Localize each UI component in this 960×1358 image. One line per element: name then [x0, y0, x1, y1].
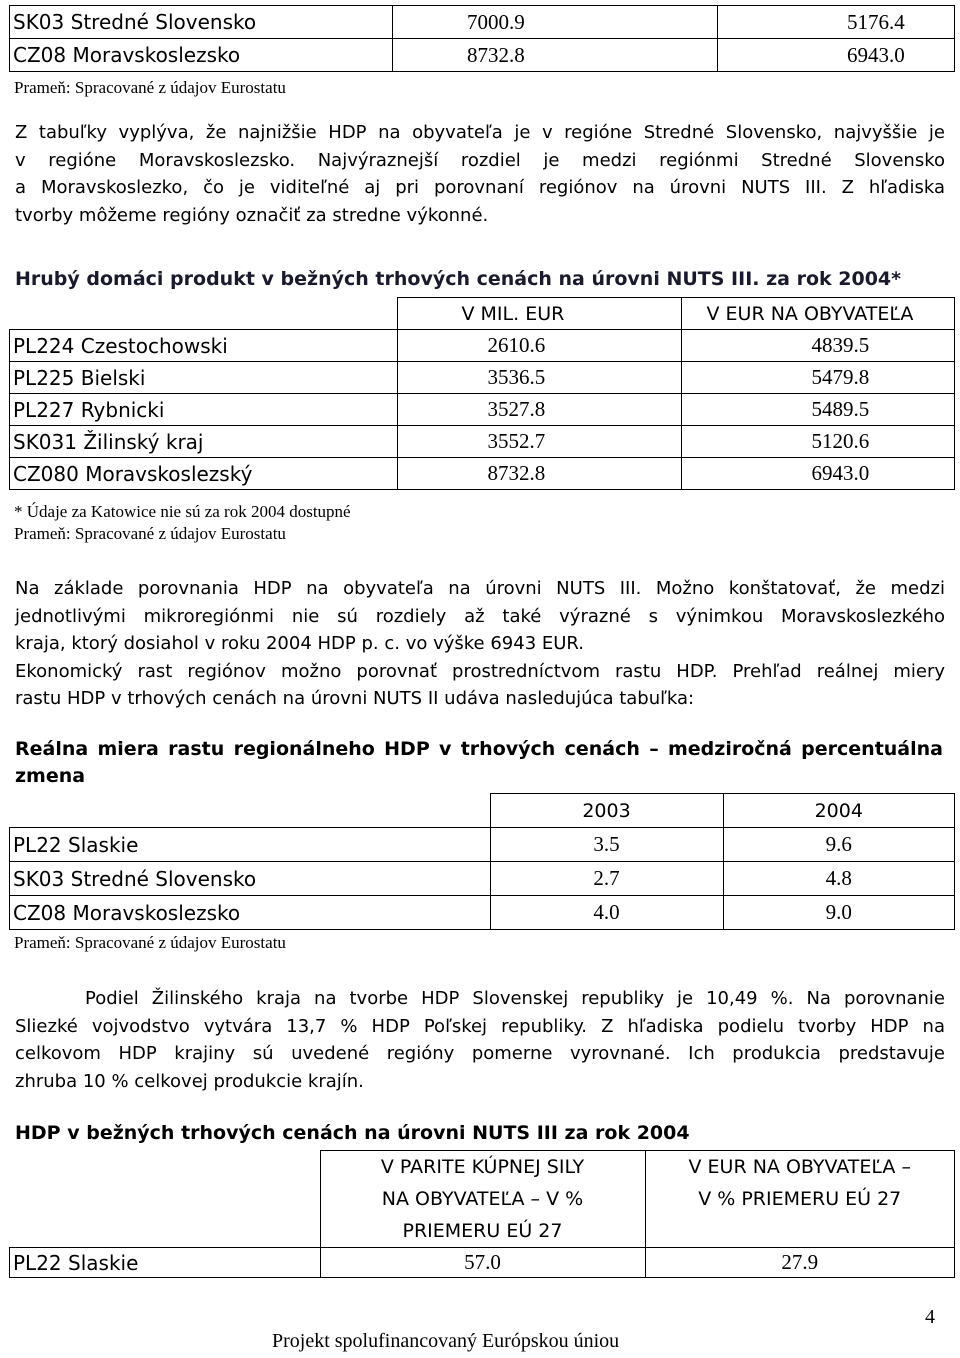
- text-line: Na základe porovnania HDP na obyvateľa na úrovni NUTS III. Možno konštatovať, že medzi: [15, 578, 945, 599]
- col-header-line: V EUR NA OBYVATEĽA –: [688, 1156, 911, 1178]
- col-header-line: V PARITE KÚPNEJ SILY: [380, 1156, 585, 1178]
- row-value: 6943.0: [681, 458, 955, 490]
- row-value: 3536.5: [397, 362, 681, 394]
- text-line: jednotlivými mikroregiónmi nie sú rozdiely až také výrazné s výnimkou Moravskoslezkého: [15, 605, 945, 627]
- gdp-nuts3-table: [9, 297, 955, 490]
- text-line: kraja, ktorý dosiahol v roku 2004 HDP p. c. vo výške 6943 EUR.: [15, 633, 585, 654]
- row-value: 5489.5: [681, 394, 955, 426]
- table-header-row: [10, 298, 955, 330]
- row-label: CZ080 Moravskoslezský: [10, 458, 398, 490]
- text-line: Sliezké vojvodstvo vytvára 13,7 % HDP Poľskej republiky. Z hľadiska podielu tvorby HDP na: [15, 1015, 945, 1037]
- row-value: 3527.8: [397, 394, 681, 426]
- text-line: tvorby môžeme regióny označiť za stredne výkonné.: [15, 204, 489, 226]
- table-row: [10, 330, 955, 362]
- page-number: 4: [925, 1306, 935, 1328]
- row-value: 4839.5: [681, 330, 955, 362]
- row-value: 2.7: [490, 862, 723, 896]
- empty-cell: [10, 1151, 321, 1248]
- row-label: SK03 Stredné Slovensko: [10, 6, 393, 39]
- source-note: Prameň: Spracované z údajov Eurostatu: [14, 78, 286, 97]
- col-header: V EUR NA OBYVATEĽA: [681, 298, 955, 330]
- table-row: [10, 39, 955, 72]
- row-label: PL227 Rybnicki: [10, 394, 398, 426]
- col-header-line: V % PRIEMERU EÚ 27: [698, 1188, 902, 1210]
- row-label: CZ08 Moravskoslezsko: [10, 896, 491, 930]
- footer-text: Projekt spolufinancovaný Európskou úniou: [272, 1330, 620, 1352]
- text-line: rastu HDP v trhových cenách na úrovni NUTS II udáva nasledujúca tabuľka:: [15, 688, 695, 709]
- row-label: CZ08 Moravskoslezsko: [10, 39, 393, 72]
- top-table: [9, 5, 955, 72]
- table-title: Hrubý domáci produkt v bežných trhových cenách na úrovni NUTS III. za rok 2004*: [15, 268, 902, 290]
- table-row: [10, 862, 955, 896]
- paragraph-2: [15, 575, 945, 713]
- row-value: 3552.7: [397, 426, 681, 458]
- row-value: 2610.6: [397, 330, 681, 362]
- row-value: 3.5: [490, 828, 723, 862]
- table-title-cont: zmena: [15, 765, 86, 787]
- text-line: Ekonomický rast regiónov možno porovnať prostredníctvom rastu HDP. Prehľad reálnej miery: [15, 660, 945, 682]
- row-value: 7000.9: [393, 6, 718, 39]
- row-value: 5120.6: [681, 426, 955, 458]
- col-header-line: NA OBYVATEĽA – V %: [381, 1188, 584, 1210]
- row-value: 5176.4: [718, 6, 955, 39]
- col-header: 2004: [723, 794, 955, 828]
- table-row: [10, 458, 955, 490]
- table-row: [10, 896, 955, 930]
- table-row: [10, 394, 955, 426]
- table-row: [10, 828, 955, 862]
- row-label: SK03 Stredné Slovensko: [10, 862, 491, 896]
- table-title: HDP v bežných trhových cenách na úrovni NUTS III za rok 2004: [15, 1122, 690, 1144]
- table-header-row: [10, 1151, 955, 1248]
- footnote: * Údaje za Katowice nie sú za rok 2004 dostupné: [14, 502, 351, 521]
- text-line: Podiel Žilinského kraja na tvorbe HDP Slovenskej republiky je 10,49 %. Na porovnanie: [85, 988, 945, 1009]
- empty-cell: [10, 298, 398, 330]
- col-header: [320, 1151, 645, 1248]
- row-label: PL224 Czestochowski: [10, 330, 398, 362]
- row-value: 8732.8: [393, 39, 718, 72]
- row-value: 4.0: [490, 896, 723, 930]
- table-row: [10, 6, 955, 39]
- row-value: 27.9: [645, 1248, 955, 1278]
- text-line: a Moravskoslezko, čo je viditeľné aj pri porovnaní regiónov na úrovni NUTS III. Z hľadiska: [15, 177, 945, 198]
- row-value: 9.6: [723, 828, 955, 862]
- table-title: Reálna miera rastu regionálneho HDP v trhových cenách – medziročná percentuálna: [15, 738, 943, 760]
- row-value: 57.0: [320, 1248, 645, 1278]
- col-header: V MIL. EUR: [397, 298, 681, 330]
- source-note: Prameň: Spracované z údajov Eurostatu: [14, 933, 286, 952]
- row-label: PL225 Bielski: [10, 362, 398, 394]
- paragraph-3: [15, 985, 945, 1095]
- ppp-table: [9, 1150, 955, 1278]
- table-row: [10, 426, 955, 458]
- row-value: 8732.8: [397, 458, 681, 490]
- col-header: 2003: [490, 794, 723, 828]
- row-label: PL22 Slaskie: [10, 828, 491, 862]
- table-row: [10, 362, 955, 394]
- text-line: zhruba 10 % celkovej produkcie krajín.: [15, 1070, 364, 1092]
- text-line: celkovom HDP krajiny sú uvedené regióny pomerne vyrovnané. Ich produkcia predstavuje: [15, 1043, 945, 1064]
- source-note: Prameň: Spracované z údajov Eurostatu: [14, 524, 286, 543]
- row-value: 4.8: [723, 862, 955, 896]
- empty-cell: [10, 794, 491, 828]
- row-value: 6943.0: [718, 39, 955, 72]
- row-value: 5479.8: [681, 362, 955, 394]
- paragraph-1: [15, 119, 945, 229]
- col-header: [645, 1151, 955, 1248]
- row-label: PL22 Slaskie: [10, 1248, 321, 1278]
- table-header-row: [10, 794, 955, 828]
- text-line: v regióne Moravskoslezsko. Najvýraznejší rozdiel je medzi regiónmi Stredné Slovensko: [15, 149, 945, 171]
- growth-table: [9, 793, 955, 930]
- row-label: SK031 Žilinský kraj: [10, 426, 398, 458]
- col-header-line: PRIEMERU EÚ 27: [402, 1220, 563, 1242]
- table-row: [10, 1248, 955, 1278]
- row-value: 9.0: [723, 896, 955, 930]
- text-line: Z tabuľky vyplýva, že najnižšie HDP na obyvateľa je v regióne Stredné Slovensko, najvyššie je: [15, 122, 945, 143]
